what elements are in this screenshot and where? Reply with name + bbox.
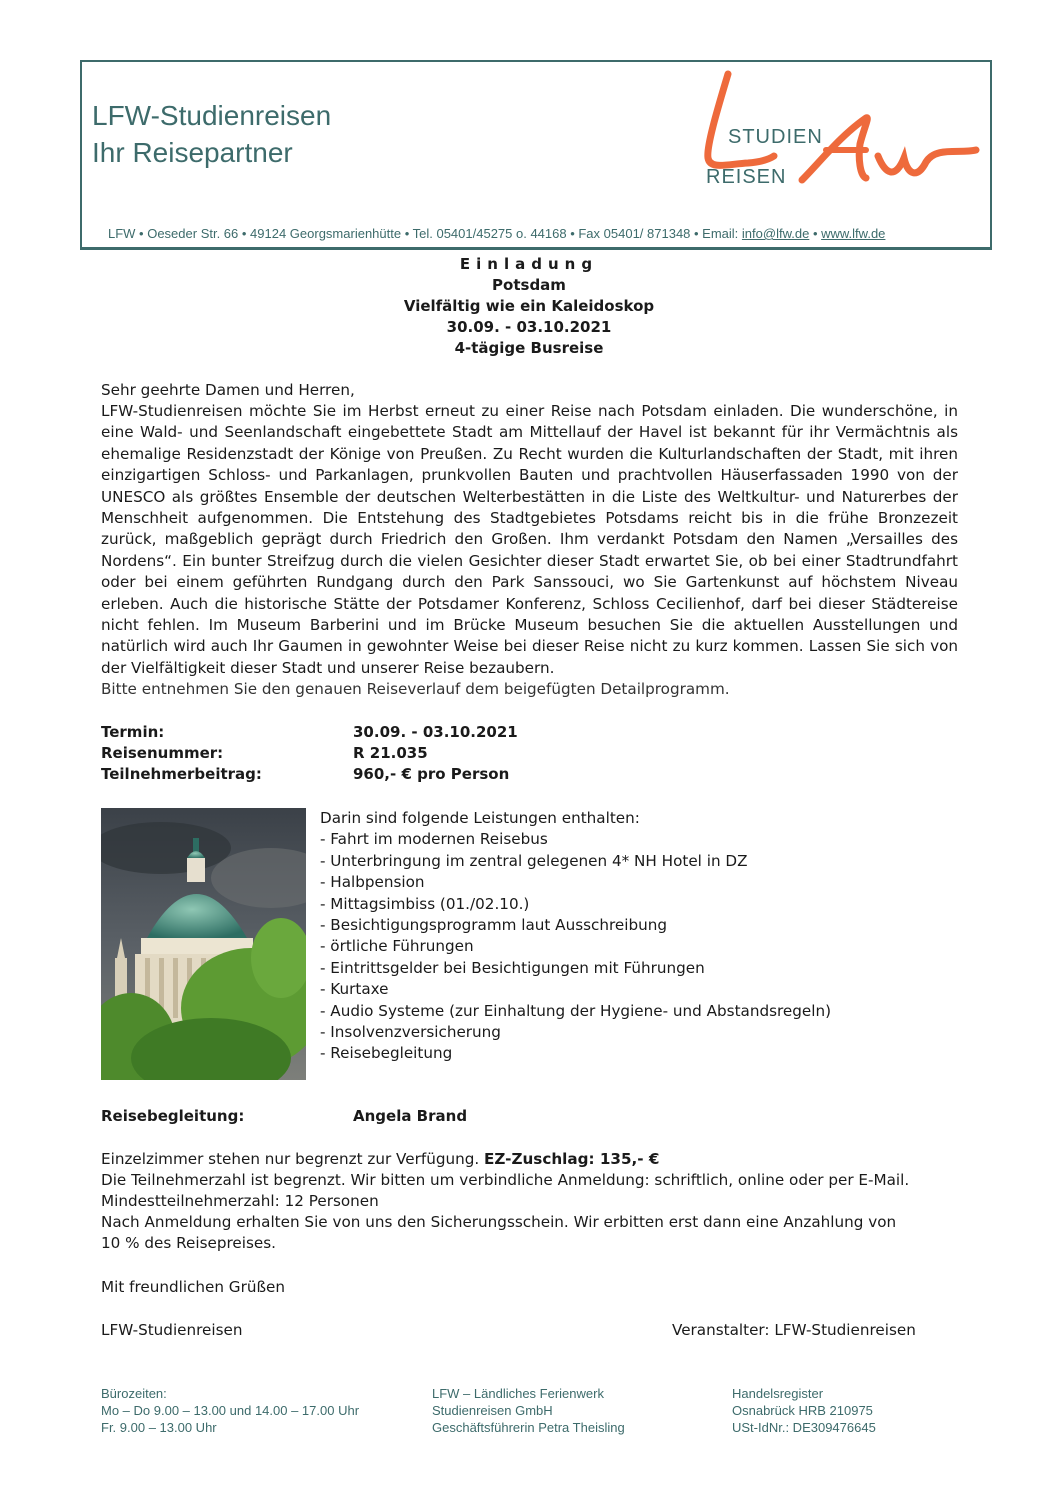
website-link[interactable]: www.lfw.de: [821, 226, 886, 241]
footer-line: Handelsregister: [732, 1386, 824, 1401]
company-logo: [690, 66, 990, 196]
services-intro: Darin sind folgende Leistungen enthalten:: [320, 809, 640, 827]
organizer-note: Veranstalter: LFW-Studienreisen: [672, 1321, 916, 1339]
letter-body: LFW-Studienreisen möchte Sie im Herbst erneut zu einer Reise nach Potsdam einladen. Die wunderschöne, in eine Wald- und Seenlandschaft eingebettete Stadt am Mittellauf der Havel ist bekannt für ihr Vermächtnis als ehemalige Residenzstadt der Könige von Preußen. Zu Recht wurden die Kulturlandschaften der Stadt, mit ihren einzigartigen Schloss- und Parkanlagen, prunkvollen Bauten und prachtvollen Häuserfassaden 1990 von der UNESCO als größtes Ensemble der deutschen Welterbestätten in die Liste des Weltkultur- und Naturerbes der Menschheit aufgenommen. Die Entstehung des Stadtgebietes Potsdams reicht bis in die frühe Bronzezeit zurück, maßgeblich geprägt durch Friedrich den Großen. Ihm verdankt Potsdam den Namen „Versailles des Nordens“. Ein bunter Streifzug durch die vielen Gesichter dieser Stadt erwartet Sie, ob bei einer Stadtrundfahrt oder bei einem geführten Rundgang durch den Park Sanssouci, wo Sie Gartenkunst auf höchstem Niveau erleben. Auch die historische Stätte der Potsdamer Konferenz, Schloss Cecilienhof, darf bei dieser Städtereise nicht fehlen. Im Museum Barberini und im Brücke Museum besuchen Sie die aktuellen Ausstellungen und natürlich wird auch Ihr Gaumen in gewohnter Weise bei dieser Reise nicht zu kurz kommen. Lassen Sie sich von der Vielfältigkeit dieser Stadt und unserer Reise bezaubern.: [101, 402, 958, 677]
contact-details: LFW • Oeseder Str. 66 • 49124 Georgsmarienhütte • Tel. 05401/45275 o. 44168 • Fax 05401/ 871348 • Email:: [108, 226, 742, 241]
potsdam-dome-photo: [101, 808, 306, 1080]
destination-title: Potsdam: [492, 276, 566, 294]
service-item: - Fahrt im modernen Reisebus: [320, 830, 548, 849]
service-item: - Halbpension: [320, 873, 425, 892]
tour-number-value: R 21.035: [353, 744, 428, 762]
tour-number-label: Reisenummer:: [101, 744, 224, 762]
closing-greeting: Mit freundlichen Grüßen: [101, 1278, 285, 1296]
guide-label: Reisebegleitung:: [101, 1107, 245, 1125]
tour-subtitle: Vielfältig wie ein Kaleidoskop: [403, 297, 655, 315]
service-item: - Reisebegleitung: [320, 1044, 453, 1063]
footer-line: LFW – Ländliches Ferienwerk: [432, 1386, 604, 1401]
footer-line: Osnabrück HRB 210975: [732, 1403, 873, 1418]
email-link[interactable]: info@lfw.de: [741, 226, 810, 241]
price-value: 960,- € pro Person: [353, 765, 510, 783]
footer-office-hours: [101, 1385, 359, 1436]
date-value: 30.09. - 03.10.2021: [353, 723, 518, 741]
single-room-note: [101, 1149, 958, 1170]
price-label: Teilnehmerbeitrag:: [101, 765, 262, 783]
service-item: - örtliche Führungen: [320, 937, 474, 956]
single-room-surcharge: EZ-Zuschlag: 135,- €: [484, 1150, 660, 1168]
service-item: - Eintrittsgelder bei Besichtigungen mit Führungen: [320, 958, 705, 977]
footer-line: Studienreisen GmbH: [432, 1403, 553, 1418]
service-item: - Kurtaxe: [320, 980, 389, 999]
program-note: Bitte entnehmen Sie den genauen Reiseverlauf dem beigefügten Detailprogramm.: [101, 680, 730, 698]
footer-line: Bürozeiten:: [101, 1386, 167, 1401]
guide-name: Angela Brand: [353, 1107, 468, 1125]
deposit-note-line1: Nach Anmeldung erhalten Sie von uns den Sicherungsschein. Wir erbitten erst dann eine Anzahlung von: [101, 1213, 897, 1231]
services-list: [320, 829, 940, 1064]
participant-limit-note: Die Teilnehmerzahl ist begrenzt. Wir bitten um verbindliche Anmeldung: schriftlich, online oder per E-Mail.: [101, 1171, 910, 1189]
contact-line: [108, 226, 968, 241]
service-item: - Insolvenzversicherung: [320, 1023, 501, 1042]
tour-dates: 30.09. - 03.10.2021: [446, 318, 612, 336]
footer-line: Mo – Do 9.00 – 13.00 und 14.00 – 17.00 Uhr: [101, 1403, 360, 1418]
tour-type: 4-tägige Busreise: [454, 339, 604, 357]
logo-word-reisen: REISEN: [706, 166, 787, 188]
included-services: [320, 808, 940, 1065]
footer-line: Fr. 9.00 – 13.00 Uhr: [101, 1420, 217, 1435]
footer-line: USt-IdNr.: DE309476645: [732, 1420, 876, 1435]
footer-company: [432, 1385, 625, 1436]
brand-tagline: Ihr Reisepartner: [92, 137, 293, 168]
logo-word-studien: STUDIEN: [728, 126, 823, 148]
salutation: Sehr geehrte Damen und Herren,: [101, 381, 355, 399]
invitation-heading: Einladung: [459, 255, 599, 273]
deposit-note-line2: 10 % des Reisepreises.: [101, 1234, 276, 1252]
service-item: - Unterbringung im zentral gelegenen 4* NH Hotel in DZ: [320, 851, 748, 870]
single-room-text: Einzelzimmer stehen nur begrenzt zur Verfügung.: [101, 1150, 485, 1168]
service-item: - Mittagsimbiss (01./02.10.): [320, 894, 530, 913]
service-item: - Besichtigungsprogramm laut Ausschreibung: [320, 916, 668, 935]
minimum-participants: Mindestteilnehmerzahl: 12 Personen: [101, 1192, 379, 1210]
footer-line: Geschäftsführerin Petra Theisling: [432, 1420, 625, 1435]
footer-registry: [732, 1385, 876, 1436]
closing-sender: LFW-Studienreisen: [101, 1321, 243, 1339]
date-label: Termin:: [101, 723, 165, 741]
brand-name: LFW-Studienreisen: [92, 100, 332, 131]
service-item: - Audio Systeme (zur Einhaltung der Hygiene- und Abstandsregeln): [320, 1001, 832, 1020]
contact-separator: •: [809, 226, 822, 241]
